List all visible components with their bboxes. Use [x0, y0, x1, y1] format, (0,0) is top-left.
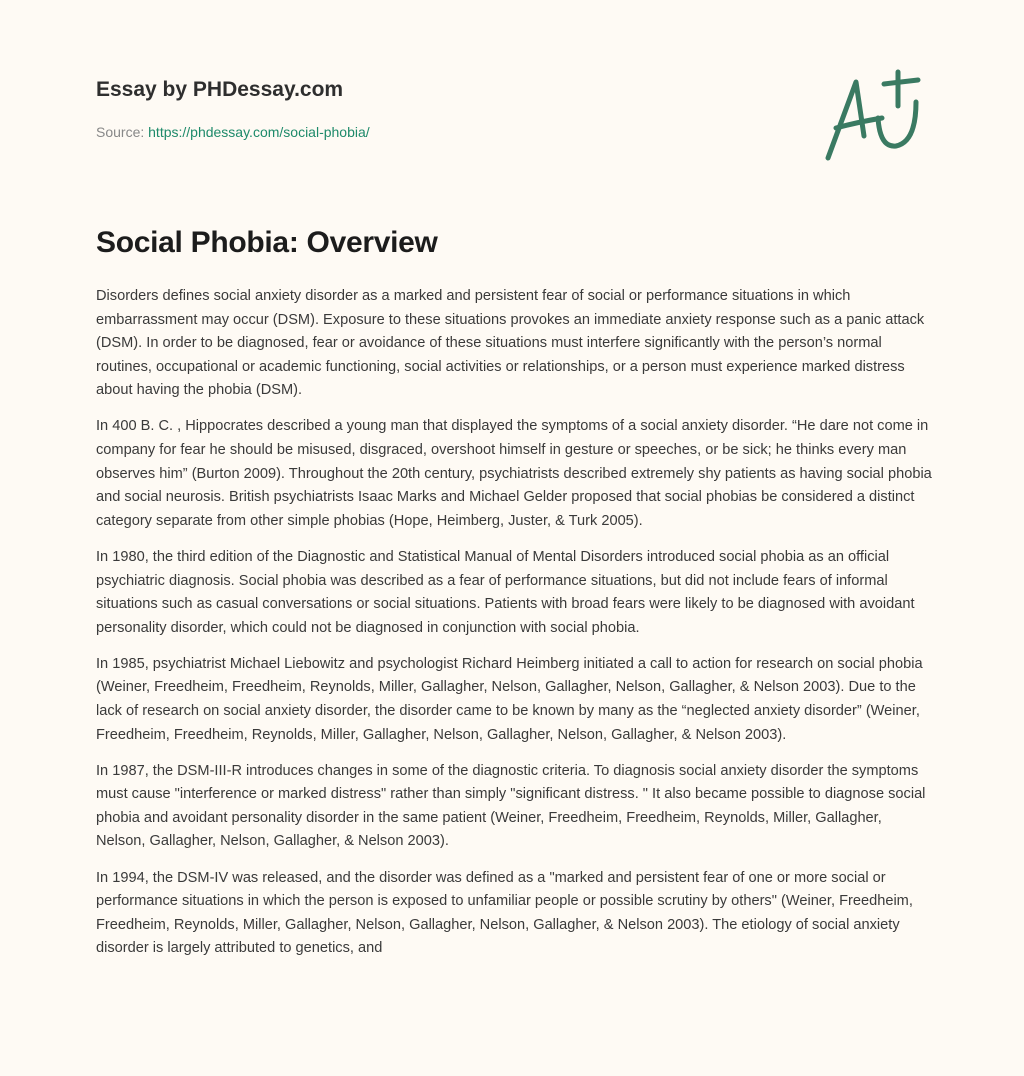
a-plus-logo-icon: [818, 66, 928, 166]
paragraph: In 1987, the DSM-III-R introduces changes in some of the diagnostic criteria. To diagnosis social anxiety disorder the symptoms must cause "interference or marked distress" rather than simply "significant distress. " It also became possible to diagnose social phobia and avoidant personality disorder in the same patient (Weiner, Freedheim, Freedheim, Reynolds, Miller, Gallagher, Nelson, Gallagher, Nelson, Gallagher, & Nelson 2003).: [96, 762, 926, 850]
paragraph: In 1994, the DSM-IV was released, and the disorder was defined as a "marked and persistent fear of one or more social or performance situations in which the person is exposed to unfamiliar people or possible scrutiny by others" (Weiner, Freedheim, Freedheim, Reynolds, Miller, Gallagher, Nelson, Gallagher, Nelson, Gallagher, & Nelson 2003). The etiology of social anxiety disorder is largely attributed to genetics, and: [96, 869, 913, 957]
paragraph: In 1980, the third edition of the Diagnostic and Statistical Manual of Mental Disorders introduced social phobia as an official psychiatric diagnosis. Social phobia was described as a fear of performance situations, but did not include fears of informal situations such as casual conversations or social situations. Patients with broad fears were likely to be diagnosed with avoidant personality disorder, which could not be diagnosed in conjunction with social phobia.: [96, 548, 915, 636]
page-title: Social Phobia: Overview: [96, 226, 438, 259]
source-label: Source:: [96, 124, 149, 140]
brand-title: Essay by PHDessay.com: [96, 78, 344, 101]
paragraph: Disorders defines social anxiety disorder as a marked and persistent fear of social or performance situations in which embarrassment may occur (DSM). Exposure to these situations provokes an immediate anxiety response such as a panic attack (DSM). In order to be diagnosed, fear or avoidance of these situations must interfere significantly with the person’s normal routines, occupational or academic functioning, social activities or relationships, or a person must experience marked distress about having the phobia (DSM).: [96, 288, 925, 399]
paragraph: In 1985, psychiatrist Michael Liebowitz and psychologist Richard Heimberg initiated a call to action for research on social phobia (Weiner, Freedheim, Freedheim, Reynolds, Miller, Gallagher, Nelson, Gallagher, Nelson, Gallagher, & Nelson 2003). Due to the lack of research on social anxiety disorder, the disorder came to be known by many as the “neglected anxiety disorder” (Weiner, Freedheim, Freedheim, Reynolds, Miller, Gallagher, Nelson, Gallagher, Nelson, Gallagher, & Nelson 2003).: [96, 655, 923, 743]
source-line: [96, 124, 370, 140]
source-link[interactable]: https://phdessay.com/social-phobia/: [148, 124, 370, 140]
paragraph: In 400 B. C. , Hippocrates described a young man that displayed the symptoms of a social anxiety disorder. “He dare not come in company for fear he should be misused, disgraced, overshoot himself in gesture or speeches, or be sick; he thinks every man observes him” (Burton 2009). Throughout the 20th century, psychiatrists described extremely shy patients as having social phobia and social neurosis. British psychiatrists Isaac Marks and Michael Gelder proposed that social phobias be considered a distinct category separate from other simple phobias (Hope, Heimberg, Juster, & Turk 2005).: [96, 418, 932, 529]
article-body: [96, 285, 932, 973]
